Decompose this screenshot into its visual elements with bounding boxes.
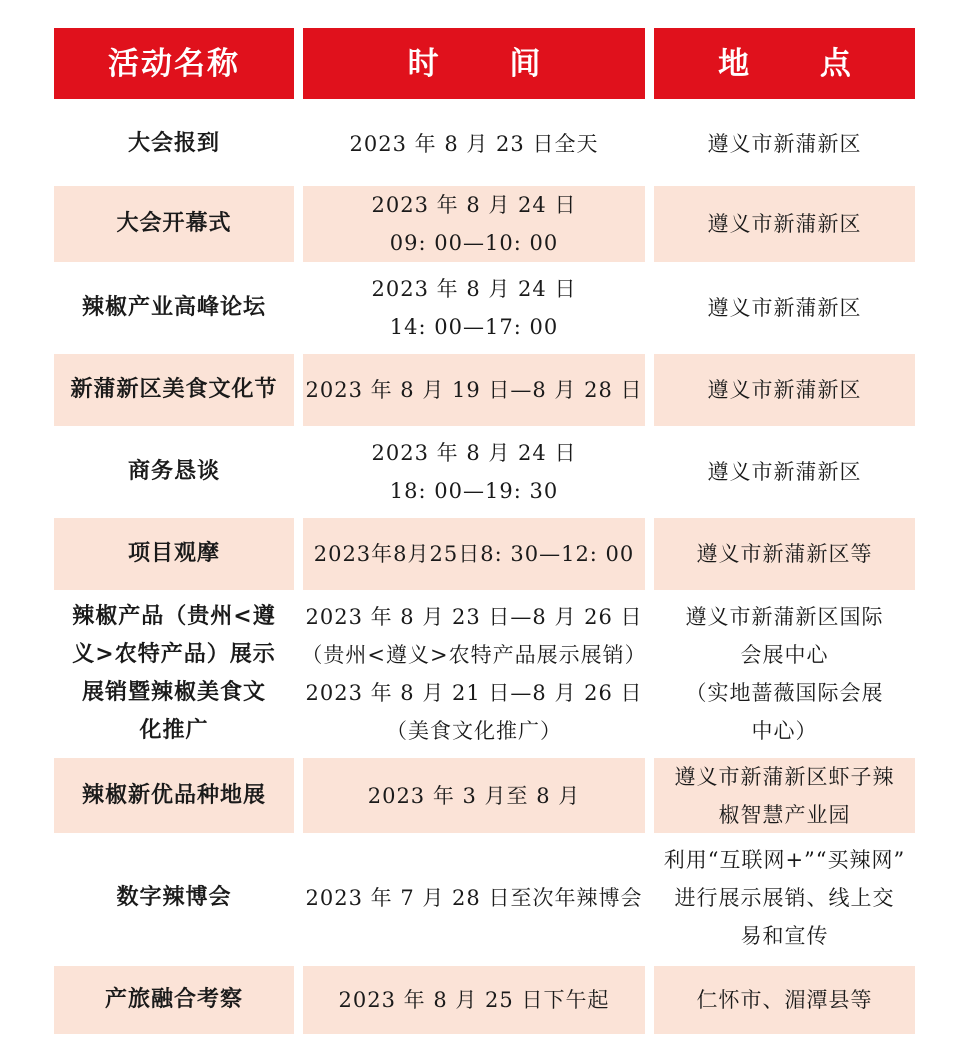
row-8-location-cell xyxy=(654,758,915,833)
row-5-time-cell xyxy=(303,434,645,510)
cell-line: 2023年8月25日8: 30—12: 00 xyxy=(313,542,635,566)
row-9-time-cell xyxy=(303,838,645,958)
cell-text xyxy=(305,371,642,409)
cell-text xyxy=(339,981,610,1019)
row-1-activity-cell xyxy=(54,111,294,177)
cell-line: 09: 00—10: 00 xyxy=(389,231,559,255)
cell-line: 遵义市新蒲新区 xyxy=(707,132,862,156)
cell-text xyxy=(350,125,599,163)
cell-line: 2023 年 8 月 25 日下午起 xyxy=(338,988,610,1012)
cell-line: 遵义市新蒲新区虾子辣 xyxy=(674,764,895,789)
row-8-time-cell xyxy=(303,758,645,833)
cell-line: 化推广 xyxy=(139,718,209,743)
cell-text xyxy=(708,453,862,491)
row-3-location-cell xyxy=(654,270,915,346)
cell-line: 18: 00—19: 30 xyxy=(389,479,559,503)
cell-text xyxy=(697,981,873,1019)
row-7-activity-cell xyxy=(54,594,294,754)
cell-line: 椒智慧产业园 xyxy=(718,802,851,827)
header-location-text: 地 点 xyxy=(718,45,881,82)
cell-text xyxy=(128,125,220,163)
cell-text xyxy=(72,598,275,750)
row-10-activity-cell xyxy=(54,966,294,1034)
cell-line: 辣椒产业高峰论坛 xyxy=(81,295,266,320)
cell-text xyxy=(372,434,577,510)
row-9-location-cell xyxy=(654,838,915,958)
cell-line: 新蒲新区美食文化节 xyxy=(70,377,278,402)
cell-text xyxy=(128,453,220,491)
cell-text xyxy=(664,841,906,955)
cell-line: 大会开幕式 xyxy=(116,211,232,236)
cell-text xyxy=(82,289,266,327)
cell-line: 商务恳谈 xyxy=(127,459,220,484)
cell-text xyxy=(301,598,646,750)
row-8-activity-cell xyxy=(54,758,294,833)
cell-text xyxy=(675,758,895,834)
cell-text xyxy=(372,270,577,346)
row-5-location-cell xyxy=(654,434,915,510)
row-7-location-cell xyxy=(654,594,915,754)
row-2-activity-cell xyxy=(54,186,294,262)
cell-text xyxy=(708,205,862,243)
cell-line: 项目观摩 xyxy=(127,541,220,566)
cell-line: （美食文化推广） xyxy=(386,719,562,743)
cell-line: 2023 年 7 月 28 日至次年辣博会 xyxy=(305,886,643,910)
cell-text xyxy=(372,186,577,262)
cell-text xyxy=(708,125,862,163)
cell-line: 2023 年 8 月 24 日 xyxy=(371,277,577,301)
cell-line: 辣椒产品（贵州<遵 xyxy=(72,604,276,629)
cell-line: 利用“互联网+”“买辣网” xyxy=(663,848,906,872)
cell-line: 2023 年 8 月 23 日—8 月 26 日 xyxy=(305,605,643,629)
cell-line: 14: 00—17: 00 xyxy=(389,315,559,339)
cell-text xyxy=(368,777,581,815)
cell-text xyxy=(686,598,884,750)
row-10-location-cell xyxy=(654,966,915,1034)
header-activity-name-text: 活动名称 xyxy=(108,45,240,82)
cell-text xyxy=(314,535,635,573)
row-6-activity-cell xyxy=(54,518,294,590)
row-1-location-cell xyxy=(654,111,915,177)
row-4-location-cell xyxy=(654,354,915,426)
cell-line: 义>农特产品）展示 xyxy=(72,642,276,667)
cell-line: 遵义市新蒲新区国际 xyxy=(685,605,884,629)
cell-line: 数字辣博会 xyxy=(116,885,232,910)
cell-text xyxy=(105,981,243,1019)
row-5-activity-cell xyxy=(54,434,294,510)
header-location xyxy=(654,28,915,99)
cell-line: 展销暨辣椒美食文 xyxy=(81,680,266,705)
header-time xyxy=(303,28,645,99)
row-9-activity-cell xyxy=(54,838,294,958)
cell-line: 产旅融合考察 xyxy=(104,987,243,1012)
cell-line: （实地蔷薇国际会展 xyxy=(685,681,884,705)
row-2-time-cell xyxy=(303,186,645,262)
cell-line: 遵义市新蒲新区 xyxy=(707,460,862,484)
cell-line: 遵义市新蒲新区等 xyxy=(696,542,873,566)
row-6-location-cell xyxy=(654,518,915,590)
cell-line: 辣椒新优品种地展 xyxy=(81,782,266,808)
cell-text xyxy=(708,371,862,409)
row-7-time-cell xyxy=(303,594,645,754)
header-time-text: 时 间 xyxy=(407,45,571,82)
cell-line: 中心） xyxy=(751,719,818,743)
cell-line: 会展中心 xyxy=(740,643,829,667)
cell-text xyxy=(697,535,873,573)
row-4-time-cell xyxy=(303,354,645,426)
cell-text xyxy=(116,205,231,243)
row-10-time-cell xyxy=(303,966,645,1034)
cell-line: 遵义市新蒲新区 xyxy=(707,212,862,236)
row-1-time-cell xyxy=(303,111,645,177)
row-3-activity-cell xyxy=(54,270,294,346)
cell-line: 2023 年 8 月 24 日 xyxy=(371,441,577,465)
cell-line: 2023 年 8 月 21 日—8 月 26 日 xyxy=(305,681,643,705)
cell-line: 遵义市新蒲新区 xyxy=(707,378,862,402)
cell-text xyxy=(128,535,220,573)
cell-line: 进行展示展销、线上交 xyxy=(674,886,895,910)
cell-text xyxy=(306,879,643,917)
cell-line: 2023 年 3 月至 8 月 xyxy=(367,783,581,808)
cell-line: 遵义市新蒲新区 xyxy=(707,296,862,320)
cell-line: 仁怀市、湄潭县等 xyxy=(696,988,873,1012)
cell-line: 大会报到 xyxy=(127,131,220,156)
header-activity-name xyxy=(54,28,294,99)
cell-line: （贵州<遵义>农特产品展示展销） xyxy=(301,643,647,667)
cell-line: 2023 年 8 月 23 日全天 xyxy=(349,132,599,156)
cell-text xyxy=(82,777,266,815)
row-4-activity-cell xyxy=(54,354,294,426)
cell-line: 2023 年 8 月 24 日 xyxy=(371,193,577,217)
cell-text xyxy=(70,371,277,409)
cell-text xyxy=(708,289,862,327)
cell-text xyxy=(116,879,231,917)
cell-line: 2023 年 8 月 19 日—8 月 28 日 xyxy=(305,378,643,402)
row-2-location-cell xyxy=(654,186,915,262)
cell-line: 易和宣传 xyxy=(740,924,829,948)
row-6-time-cell xyxy=(303,518,645,590)
row-3-time-cell xyxy=(303,270,645,346)
